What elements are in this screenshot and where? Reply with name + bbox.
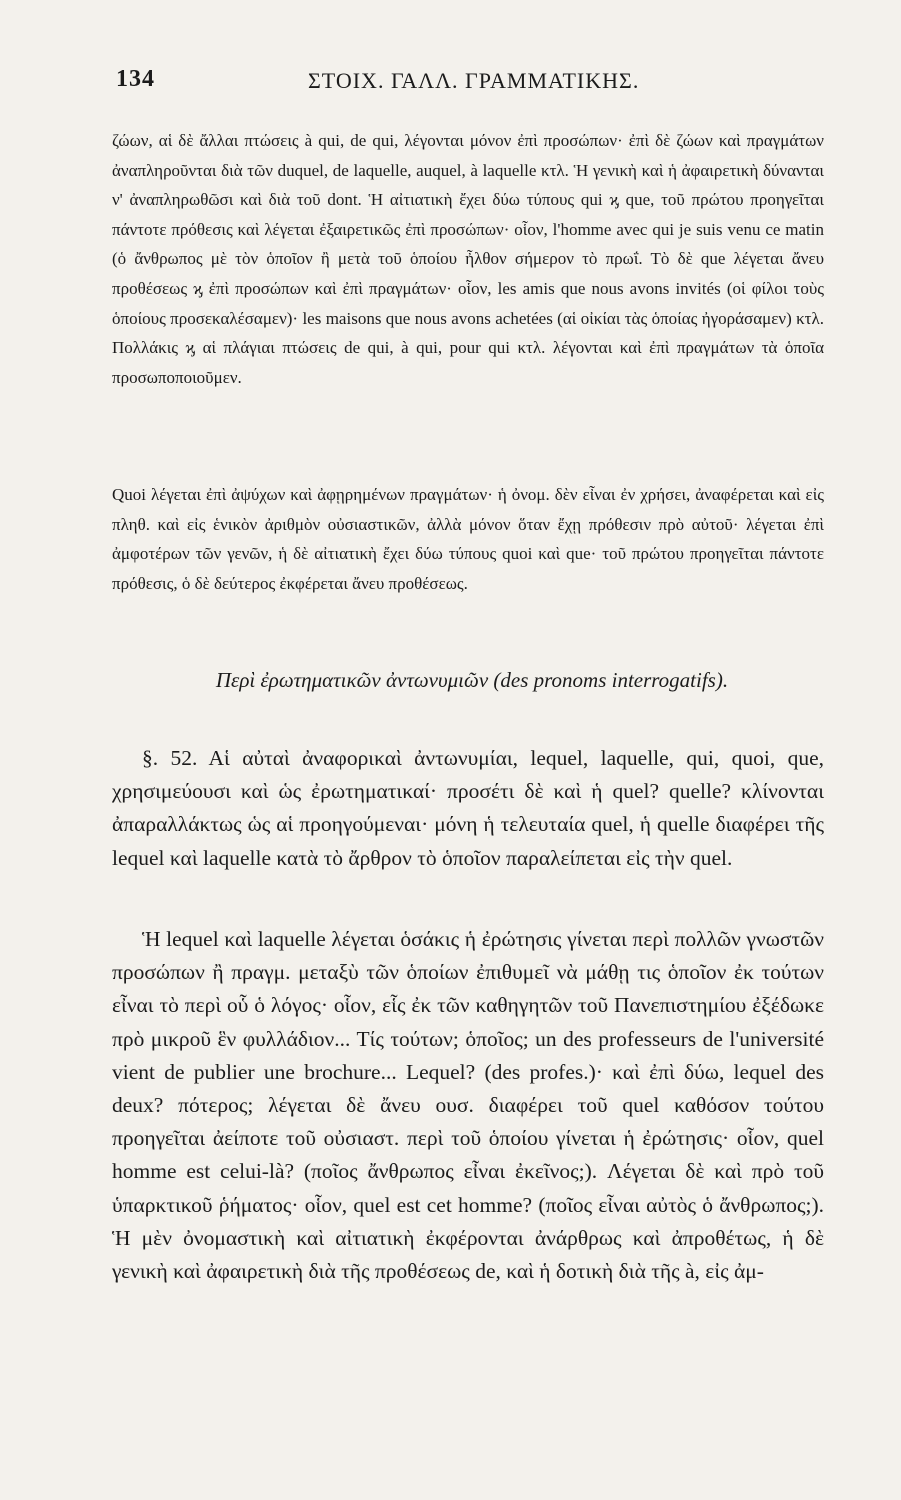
paragraph-relative-pronouns-cases: ζώων, αἱ δὲ ἄλλαι πτώσεις à qui, de qui, λέγονται μόνον ἐπὶ προσώπων· ἐπὶ δὲ ζώων καὶ πραγμάτων ἀναπληροῦνται διὰ τῶν duquel, de laquelle, auquel, à laquelle κτλ. Ἡ γενικὴ καὶ ἡ ἀφαιρετικὴ δύνανται ν' ἀναπληρωθῶσι καὶ διὰ τοῦ dont. Ἡ αἰτιατικὴ ἔχει δύω τύπους qui ϗ que, τοῦ πρώτου προηγεῖται πάντοτε πρόθεσις καὶ λέγεται ἐξαιρετικῶς ἐπὶ προσώπων· οἷον, l'homme avec qui je suis venu ce matin (ὁ ἄνθρωπος μὲ τὸν ὁποῖον ἢ μετὰ τοῦ ὁποίου ἦλθον σήμερον τὸ πρωΐ. Τὸ δὲ que λέγεται ἄνευ προθέσεως ϗ ἐπὶ προσώπων καὶ ἐπὶ πραγμάτων· οἷον, les amis que nous avons invités (οἱ φίλοι τοὺς ὁποίους προσεκαλέσαμεν)· les maisons que nous avons achetées (αἱ οἰκίαι τὰς ὁποίας ἠγοράσαμεν) κτλ. Πολλάκις ϗ αἱ πλάγιαι πτώσεις de qui, à qui, pour qui κτλ. λέγονται καὶ ἐπὶ πραγμάτων τὰ ὁποῖα προσωποποιοῦμεν. (112, 131, 824, 387)
paragraph-quoi: Quoi λέγεται ἐπὶ ἀψύχων καὶ ἀφῃρημένων πραγμάτων· ἡ ὀνομ. δὲν εἶναι ἐν χρήσει, ἀναφέρεται καὶ εἰς πληθ. καὶ εἰς ἑνικὸν ἀριθμὸν οὐσιαστικῶν, ἀλλὰ μόνον ὅταν ἔχῃ πρόθεσιν πρὸ αὐτοῦ· λέγεται ἐπὶ ἀμφοτέρων τῶν γενῶν, ἡ δὲ αἰτιατικὴ ἔχει δύω τύπους quoi καὶ que· τοῦ πρώτου προηγεῖται πάντοτε πρόθεσις, ὁ δὲ δεύτερος ἐκφέρεται ἄνευ προθέσεως. (112, 485, 824, 593)
page-number: 134 (116, 66, 155, 92)
page-header (110, 66, 830, 106)
section-heading: Περὶ ἐρωτηματικῶν ἀντωνυμιῶν (des pronoms interrogatifs). (215, 668, 729, 692)
running-title: ΣΤΟΙΧ. ΓΑΛΛ. ΓΡΑΜΜΑΤΙΚΗΣ. (308, 68, 640, 93)
paragraph-lequel-usage: Ἡ lequel καὶ laquelle λέγεται ὁσάκις ἡ ἐρώτησις γίνεται περὶ πολλῶν γνωστῶν προσώπων ἢ πραγμ. μεταξὺ τῶν ὁποίων ἐπιθυμεῖ νὰ μάθῃ τις ὁποῖον ἐκ τούτων εἶναι τὸ περὶ οὗ ὁ λόγος· οἷον, εἷς ἐκ τῶν καθηγητῶν τοῦ Πανεπιστημίου ἐξέδωκε πρὸ μικροῦ ἓν φυλλάδιον... Τίς τούτων; ὁποῖος; un des professeurs de l'université vient de publier une brochure... Lequel? (des profes.)· καὶ ἐπὶ δύω, lequel des deux? πότερος; λέγεται δὲ ἄνευ ουσ. διαφέρει τοῦ quel καθόσον τούτου προηγεῖται ἀείποτε τοῦ οὐσιαστ. περὶ τοῦ ὁποίου γίνεται ἡ ἐρώτησις· οἷον, quel homme est celui-là? (ποῖος ἄνθρωπος εἶναι ἐκεῖνος;). Λέγεται δὲ καὶ πρὸ τοῦ ὑπαρκτικοῦ ῥήματος· οἷον, quel est cet homme? (ποῖος εἶναι αὐτὸς ὁ ἄνθρωπος;). Ἡ μὲν ὀνομαστικὴ καὶ αἰτιατικὴ ἐκφέρονται ἀνάρθρως καὶ ἀπροθέτως, ἡ δὲ γενικὴ καὶ ἀφαιρετικὴ διὰ τῆς προθέσεως de, καὶ ἡ δοτικὴ διὰ τῆς à, εἰς ἀμ- (112, 927, 824, 1284)
paragraph-section-52: §. 52. Αἱ αὐταὶ ἀναφορικαὶ ἀντωνυμίαι, lequel, laquelle, qui, quoi, que, χρησιμεύουσι καὶ ὡς ἐρωτηματικαί· προσέτι δὲ καὶ ἡ quel? quelle? κλίνονται ἀπαραλλάκτως ὡς αἱ προηγούμεναι· μόνη ἡ τελευταία quel, ἡ quelle διαφέρει τῆς lequel καὶ laquelle κατὰ τὸ ἄρθρον τὸ ὁποῖον παραλείπεται εἰς τὴν quel. (112, 746, 824, 870)
